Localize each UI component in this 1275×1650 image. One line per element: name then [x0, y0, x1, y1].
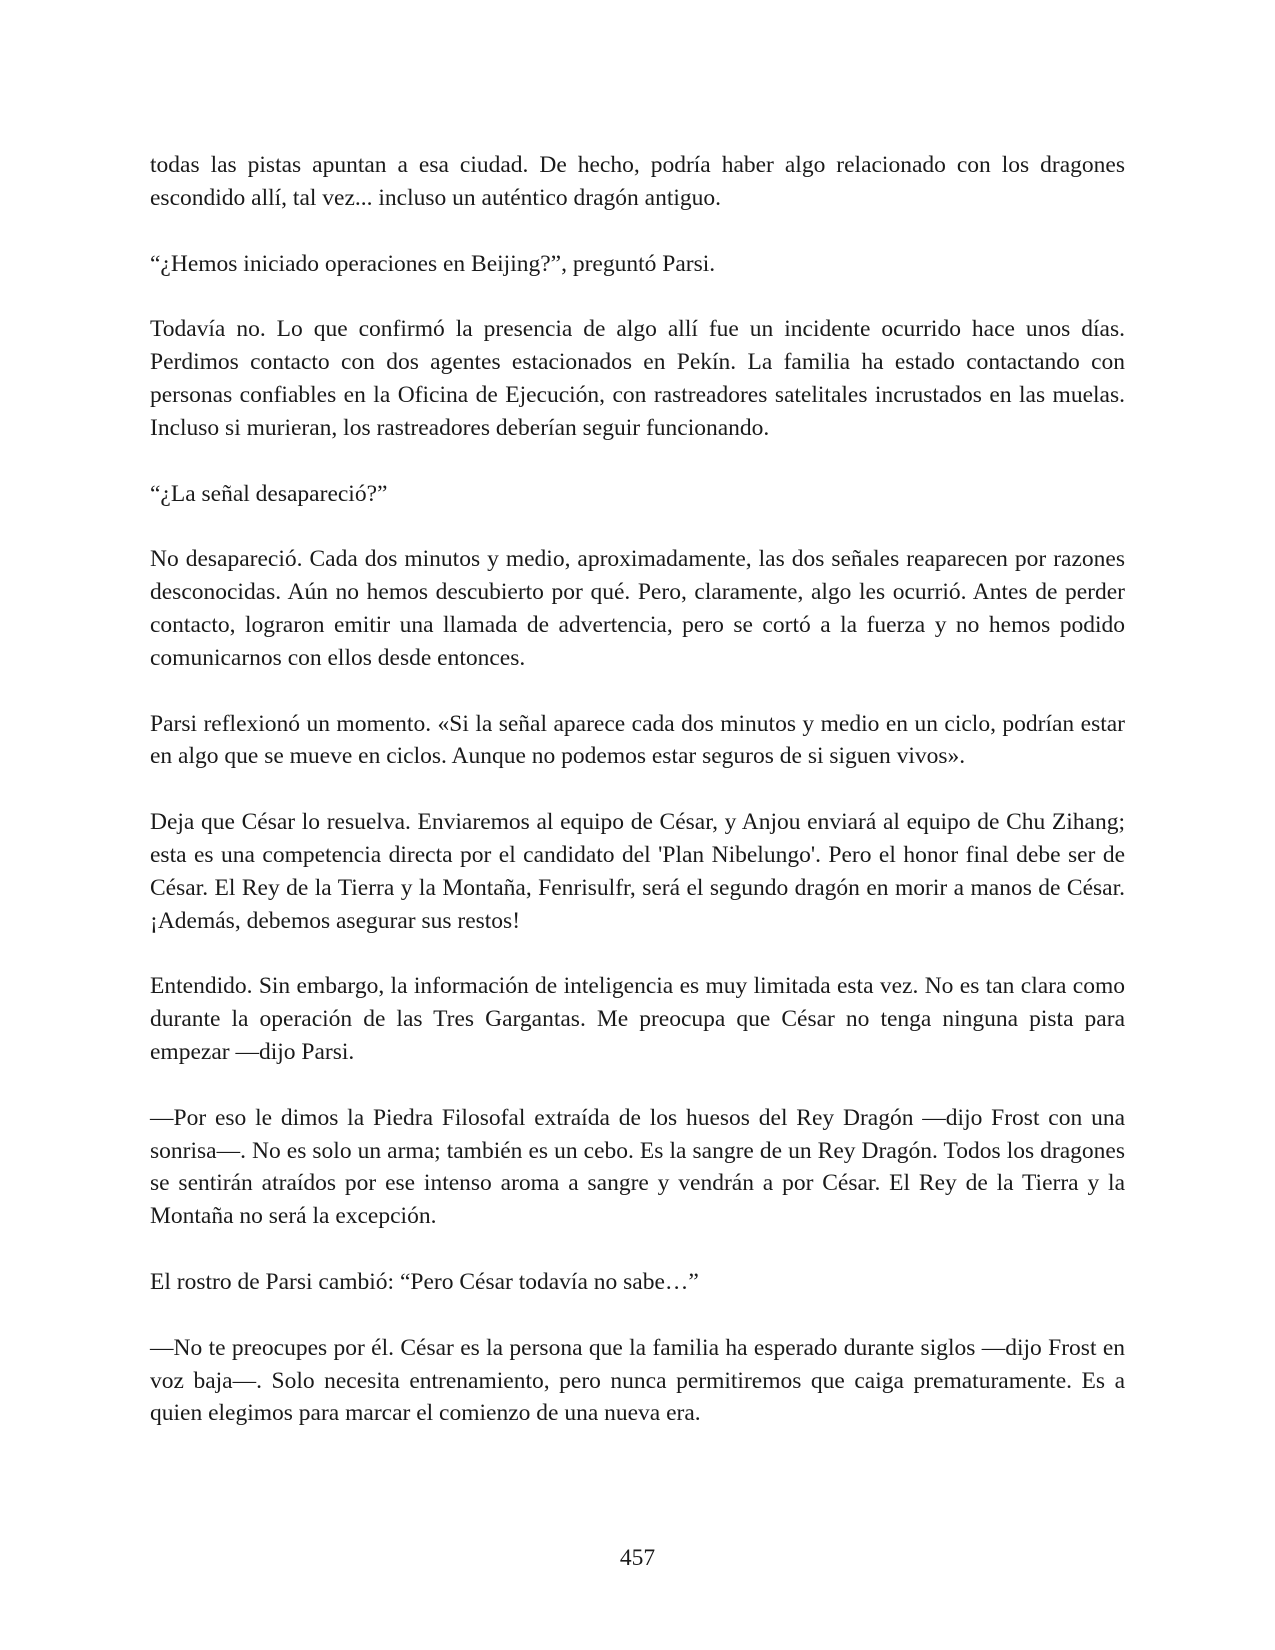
paragraph: Todavía no. Lo que confirmó la presencia de algo allí fue un incidente ocurrido hace unos días. Perdimos contacto con dos agentes estacionados en Pekín. La familia ha estado contactando con personas confiables en la Oficina de Ejecución, con rastreadores satelitales incrustados en las muelas. Incluso si murieran, los rastreadores deberían seguir funcionando.: [150, 316, 1125, 441]
paragraph: “¿Hemos iniciado operaciones en Beijing?”, preguntó Parsi.: [150, 250, 716, 277]
paragraph: El rostro de Parsi cambió: “Pero César todavía no sabe…”: [150, 1268, 699, 1295]
paragraph: —Por eso le dimos la Piedra Filosofal extraída de los huesos del Rey Dragón —dijo Frost con una sonrisa—. No es solo un arma; también es un cebo. Es la sangre de un Rey Dragón. Todos los dragones se sentirán atraídos por ese intenso aroma a sangre y vendrán a por César. El Rey de la Tierra y la Montaña no será la excepción.: [150, 1104, 1125, 1230]
paragraph: No desapareció. Cada dos minutos y medio, aproximadamente, las dos señales reaparecen por razones desconocidas. Aún no hemos descubierto por qué. Pero, claramente, algo les ocurrió. Antes de perder contacto, lograron emitir una llamada de advertencia, pero se cortó a la fuerza y no hemos podido comunicarnos con ellos desde entonces.: [150, 546, 1125, 671]
paragraph: Deja que César lo resuelva. Enviaremos al equipo de César, y Anjou enviará al equipo de Chu Zihang; esta es una competencia directa por el candidato del 'Plan Nibelungo'. Pero el honor final debe ser de César. El Rey de la Tierra y la Montaña, Fenrisulfr, será el segundo dragón en morir a manos de César. ¡Además, debemos asegurar sus restos!: [150, 809, 1125, 934]
paragraph: todas las pistas apuntan a esa ciudad. De hecho, podría haber algo relacionado con los dragones escondido allí, tal vez... incluso un auténtico dragón antiguo.: [150, 152, 1125, 211]
page-body-text: [150, 149, 1125, 1463]
paragraph: —No te preocupes por él. César es la persona que la familia ha esperado durante siglos —dijo Frost en voz baja—. Solo necesita entrenamiento, pero nunca permitiremos que caiga prematuramente. Es a quien elegimos para marcar el comienzo de una nueva era.: [150, 1334, 1125, 1427]
paragraph: Parsi reflexionó un momento. «Si la señal aparece cada dos minutos y medio en un ciclo, podrían estar en algo que se mueve en ciclos. Aunque no podemos estar seguros de si siguen vivos».: [150, 710, 1125, 770]
paragraph: “¿La señal desapareció?”: [150, 480, 388, 507]
paragraph: Entendido. Sin embargo, la información de inteligencia es muy limitada esta vez. No es tan clara como durante la operación de las Tres Gargantas. Me preocupa que César no tenga ninguna pista para empezar —dijo Parsi.: [150, 973, 1125, 1065]
page-number: 457: [619, 1545, 656, 1571]
